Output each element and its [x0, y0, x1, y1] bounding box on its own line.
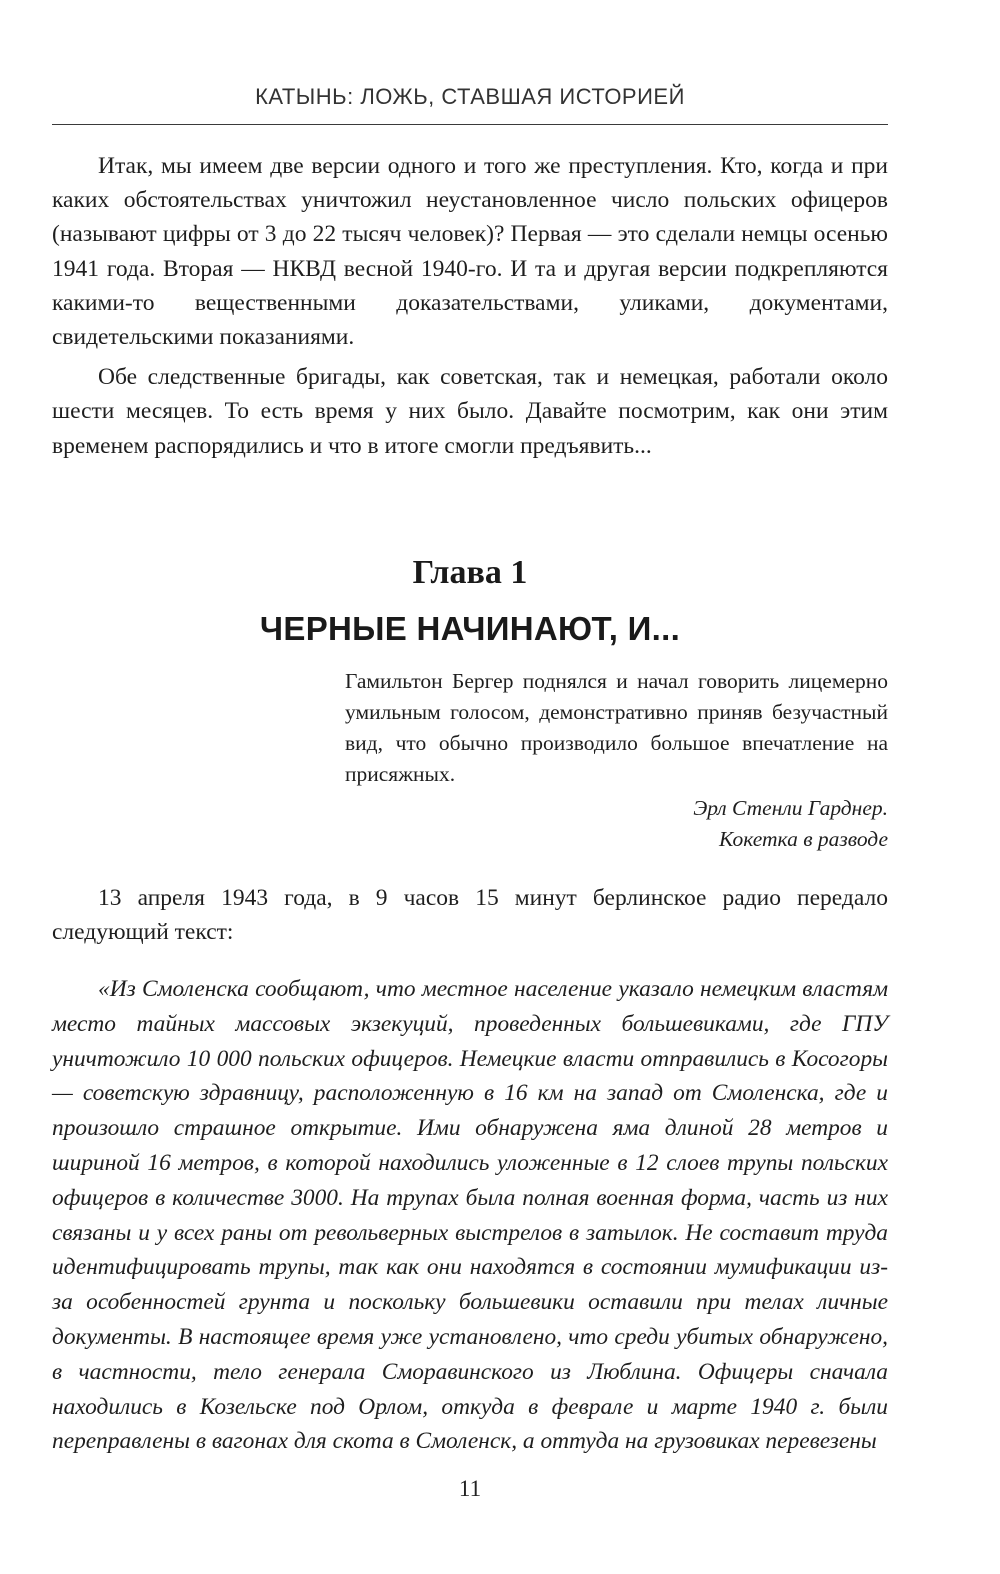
header-rule	[52, 124, 888, 125]
page-number: 11	[458, 1476, 482, 1501]
quote-paragraph: «Из Смоленска сообщают, что местное население указало немецким властям место тайных массовых экзекуций, проведенных большевиками, где ГПУ уничтожило 10 000 польских офицеров. Немецкие власти отправились в Косогоры — советскую здравницу, расположенную в 16 км на запад от Смоленска, где и произошло страшное открытие. Ими обнаружена яма длиной 28 метров и шириной 16 метров, в которой находились уложенные в 12 слоев трупы польских офицеров в количестве 3000. На трупах была полная военная форма, часть из них связаны и у всех раны от револьверных выстрелов в затылок. Не составит труда идентифицировать трупы, так как они находятся в состоянии мумификации из-за особенностей грунта и поскольку большевики оставили при телах личные документы. В настоящее время уже установлено, что среди убитых обнаружено, в частности, тело генерала Сморавинского из Люблина. Офицеры сначала находились в Козельске под Орлом, откуда в феврале и марте 1940 г. были переправлены в вагонах для скота в Смоленск, а оттуда на грузовиках перевезены	[52, 976, 888, 1455]
radio-quote	[52, 972, 888, 1459]
chapter-title: ЧЕРНЫЕ НАЧИНАЮТ, И...	[259, 610, 681, 647]
body-paragraph-1: 13 апреля 1943 года, в 9 часов 15 минут берлинское радио передало следующий текст:	[52, 885, 888, 946]
body-section	[52, 881, 888, 949]
epigraph	[345, 666, 888, 855]
intro-paragraph-1: Итак, мы имеем две версии одного и того же преступления. Кто, когда и при каких обстоятельствах уничтожил неустановленное число польских офицеров (называют цифры от 3 до 22 тысяч человек)? Первая — это сделали немцы осенью 1941 года. Вторая — НКВД весной 1940-го. И та и другая версии подкрепляются какими-то вещественными доказательствами, уликами, документами, свидетельскими показаниями.	[52, 153, 888, 351]
intro-paragraph-2: Обе следственные бригады, как советская, так и немецкая, работали около шести месяцев. То есть время у них было. Давайте посмотрим, как они этим временем распорядились и что в итоге смогли предъявить...	[52, 364, 888, 459]
intro-section	[52, 149, 888, 463]
running-header-title: КАТЫНЬ: ЛОЖЬ, СТАВШАЯ ИСТОРИЕЙ	[255, 84, 685, 109]
epigraph-text: Гамильтон Бергер поднялся и начал говорить лицемерно умильным голосом, демонстративно приняв безучастный вид, что обычно производило большое впечатление на присяжных.	[345, 669, 888, 786]
epigraph-work: Кокетка в разводе	[719, 827, 888, 851]
chapter-number: Глава 1	[412, 554, 528, 591]
epigraph-author: Эрл Стенли Гарднер.	[693, 796, 888, 820]
